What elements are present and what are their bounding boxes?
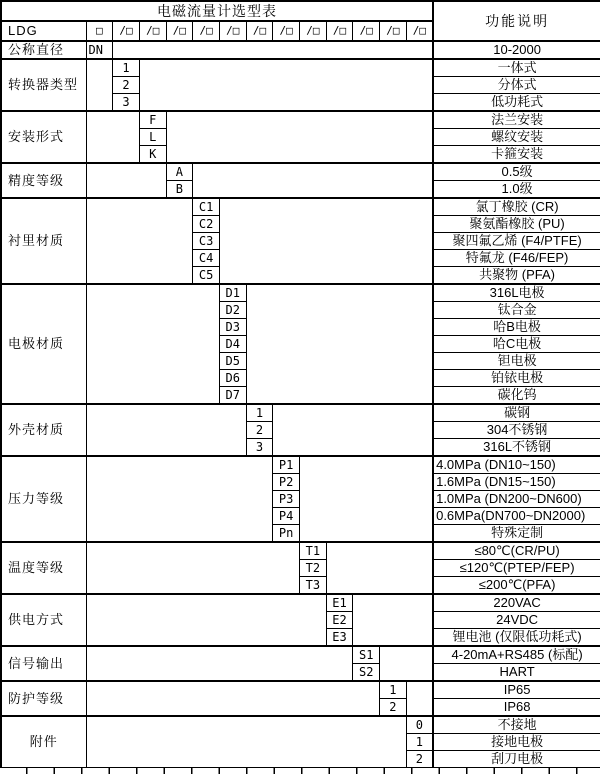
spacer-cell xyxy=(166,111,433,163)
desc-cell: 聚四氟乙烯 (F4/PTFE) xyxy=(433,233,600,250)
spacer-cell xyxy=(219,198,433,284)
spacer-cell xyxy=(380,646,434,681)
next-table-edge xyxy=(0,768,600,774)
desc-cell: 0.6MPa(DN700~DN2000) xyxy=(433,508,600,525)
code-cell: D2 xyxy=(219,302,246,319)
spacer-cell xyxy=(406,681,433,716)
desc-cell: 304不锈钢 xyxy=(433,422,600,439)
code-cell: 1 xyxy=(246,404,273,422)
desc-cell: 316L不锈钢 xyxy=(433,439,600,457)
desc-cell: 24VDC xyxy=(433,612,600,629)
desc-cell: 铂铱电极 xyxy=(433,370,600,387)
category-label: 精度等级 xyxy=(1,163,86,198)
desc-cell: 特氟龙 (F46/FEP) xyxy=(433,250,600,267)
desc-cell: 10-2000 xyxy=(433,41,600,59)
code-cell: D6 xyxy=(219,370,246,387)
code-cell: E2 xyxy=(326,612,353,629)
code-cell: F xyxy=(139,111,166,129)
code-cell: P1 xyxy=(273,456,300,474)
code-cell: C1 xyxy=(193,198,220,216)
spacer-cell xyxy=(246,284,433,404)
desc-cell: 1.0MPa (DN200~DN600) xyxy=(433,491,600,508)
model-slot-box: /□ xyxy=(219,21,246,41)
code-cell: D4 xyxy=(219,336,246,353)
spacer-cell xyxy=(86,456,273,542)
code-cell: P4 xyxy=(273,508,300,525)
desc-cell: 钽电极 xyxy=(433,353,600,370)
desc-cell: 低功耗式 xyxy=(433,94,600,112)
code-cell: C2 xyxy=(193,216,220,233)
code-cell: 3 xyxy=(113,94,140,112)
code-cell: 2 xyxy=(113,77,140,94)
model-code-label: LDG xyxy=(1,21,86,41)
model-slot-box: /□ xyxy=(113,21,140,41)
spacer-cell xyxy=(86,646,353,681)
category-label: 外壳材质 xyxy=(1,404,86,456)
code-cell: 0 xyxy=(406,716,433,734)
code-cell: D7 xyxy=(219,387,246,405)
code-cell: S2 xyxy=(353,664,380,682)
model-slot-box: /□ xyxy=(246,21,273,41)
category-label: 供电方式 xyxy=(1,594,86,646)
desc-cell: ≤80℃(CR/PU) xyxy=(433,542,600,560)
category-label: 安装形式 xyxy=(1,111,86,163)
spacer-cell xyxy=(86,716,406,768)
spacer-cell xyxy=(86,542,300,594)
code-cell: 1 xyxy=(406,734,433,751)
desc-cell: 316L电极 xyxy=(433,284,600,302)
code-cell: 3 xyxy=(246,439,273,457)
model-slot-box: /□ xyxy=(326,21,353,41)
model-slot-box: /□ xyxy=(166,21,193,41)
code-cell: S1 xyxy=(353,646,380,664)
category-label: 公称直径 xyxy=(1,41,86,59)
desc-cell: ≤200℃(PFA) xyxy=(433,577,600,595)
code-cell: 2 xyxy=(406,751,433,768)
model-slot-box: /□ xyxy=(139,21,166,41)
spacer-cell xyxy=(86,404,246,456)
category-label: 防护等级 xyxy=(1,681,86,716)
spacer-cell xyxy=(300,456,434,542)
code-cell: C5 xyxy=(193,267,220,285)
spacer-cell xyxy=(86,681,380,716)
code-cell: K xyxy=(139,146,166,164)
desc-cell: 接地电极 xyxy=(433,734,600,751)
spacer-cell xyxy=(273,404,433,456)
desc-cell: 锂电池 (仅限低功耗式) xyxy=(433,629,600,647)
code-cell: P2 xyxy=(273,474,300,491)
desc-cell: IP68 xyxy=(433,699,600,717)
code-cell: 1 xyxy=(113,59,140,77)
category-label: 附件 xyxy=(1,716,86,768)
code-cell: 2 xyxy=(380,699,407,717)
code-cell: E1 xyxy=(326,594,353,612)
code-cell: T3 xyxy=(300,577,327,595)
desc-cell: 4.0MPa (DN10~150) xyxy=(433,456,600,474)
desc-cell: 哈B电极 xyxy=(433,319,600,336)
desc-cell: HART xyxy=(433,664,600,682)
desc-cell: 螺纹安装 xyxy=(433,129,600,146)
code-cell: 1 xyxy=(380,681,407,699)
desc-cell: 卡箍安装 xyxy=(433,146,600,164)
model-slot-box: □ xyxy=(86,21,113,41)
desc-cell: 刮刀电极 xyxy=(433,751,600,768)
code-cell: C4 xyxy=(193,250,220,267)
spacer-cell xyxy=(353,594,433,646)
category-label: 衬里材质 xyxy=(1,198,86,284)
spacer-cell xyxy=(193,163,433,198)
model-slot-box: /□ xyxy=(406,21,433,41)
spacer-cell xyxy=(86,594,326,646)
model-slot-box: /□ xyxy=(353,21,380,41)
desc-cell: 不接地 xyxy=(433,716,600,734)
code-cell: L xyxy=(139,129,166,146)
spacer-cell xyxy=(86,163,166,198)
category-label: 压力等级 xyxy=(1,456,86,542)
code-cell: T2 xyxy=(300,560,327,577)
desc-cell: 氯丁橡胶 (CR) xyxy=(433,198,600,216)
desc-cell: 1.6MPa (DN15~150) xyxy=(433,474,600,491)
model-slot-box: /□ xyxy=(300,21,327,41)
code-cell: E3 xyxy=(326,629,353,647)
model-slot-box: /□ xyxy=(273,21,300,41)
model-slot-box: /□ xyxy=(380,21,407,41)
desc-cell: 特殊定制 xyxy=(433,525,600,543)
model-slot-box: /□ xyxy=(193,21,220,41)
desc-cell: ≤120℃(PTEP/FEP) xyxy=(433,560,600,577)
spacer-cell xyxy=(86,59,113,111)
spacer-cell xyxy=(86,111,139,163)
desc-cell: IP65 xyxy=(433,681,600,699)
desc-cell: 法兰安装 xyxy=(433,111,600,129)
desc-column-header: 功能说明 xyxy=(433,1,600,41)
spacer-cell xyxy=(139,59,433,111)
desc-cell: 1.0级 xyxy=(433,181,600,199)
code-cell: Pn xyxy=(273,525,300,543)
desc-cell: 聚氨酯橡胶 (PU) xyxy=(433,216,600,233)
desc-cell: 碳化钨 xyxy=(433,387,600,405)
spacer-cell xyxy=(113,41,433,59)
code-cell: 2 xyxy=(246,422,273,439)
code-cell: D3 xyxy=(219,319,246,336)
spacer-cell xyxy=(86,198,193,284)
desc-cell: 4-20mA+RS485 (标配) xyxy=(433,646,600,664)
desc-cell: 共聚物 (PFA) xyxy=(433,267,600,285)
desc-cell: 碳钢 xyxy=(433,404,600,422)
desc-cell: 220VAC xyxy=(433,594,600,612)
code-cell: P3 xyxy=(273,491,300,508)
desc-cell: 钛合金 xyxy=(433,302,600,319)
spacer-cell xyxy=(86,284,219,404)
category-label: 信号输出 xyxy=(1,646,86,681)
code-cell: DN xyxy=(86,41,113,59)
desc-cell: 0.5级 xyxy=(433,163,600,181)
desc-cell: 分体式 xyxy=(433,77,600,94)
category-label: 电极材质 xyxy=(1,284,86,404)
spacer-cell xyxy=(326,542,433,594)
desc-cell: 哈C电极 xyxy=(433,336,600,353)
table-title: 电磁流量计选型表 xyxy=(1,1,433,21)
category-label: 温度等级 xyxy=(1,542,86,594)
category-label: 转换器类型 xyxy=(1,59,86,111)
code-cell: D5 xyxy=(219,353,246,370)
code-cell: A xyxy=(166,163,193,181)
code-cell: B xyxy=(166,181,193,199)
code-cell: T1 xyxy=(300,542,327,560)
desc-cell: 一体式 xyxy=(433,59,600,77)
code-cell: D1 xyxy=(219,284,246,302)
code-cell: C3 xyxy=(193,233,220,250)
